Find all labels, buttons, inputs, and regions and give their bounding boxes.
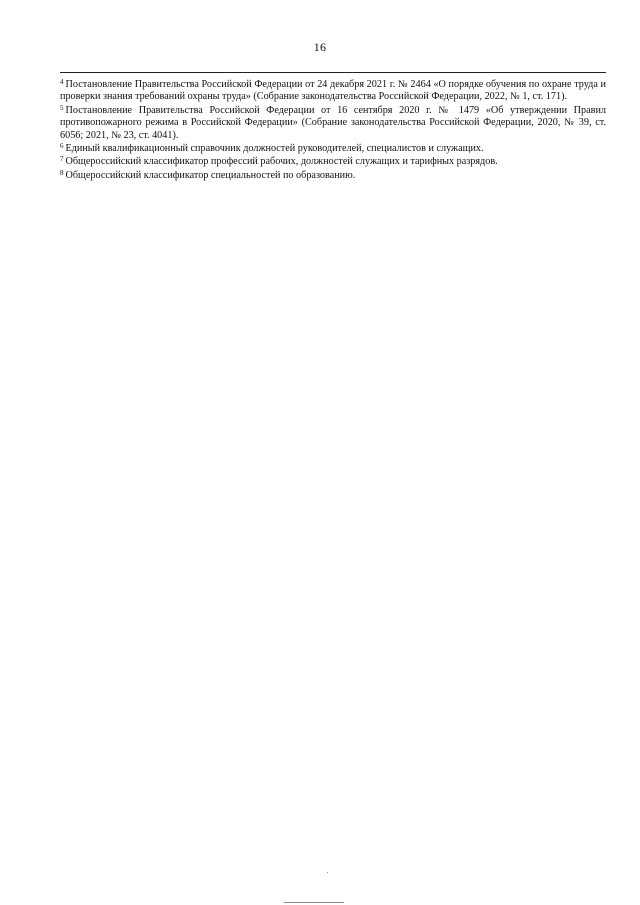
footnote-7: [60, 156, 606, 168]
footnote-marker: 8: [60, 168, 64, 177]
footnote-marker: 6: [60, 142, 64, 151]
page-number: 16: [313, 40, 327, 54]
scan-edge-mark: [284, 902, 344, 903]
footnote-marker: 4: [60, 78, 64, 86]
footnote-text: Общероссийский классификатор профессий рабочих, должностей служащих и тарифных разрядов.: [65, 156, 498, 168]
footnote-marker: 7: [60, 155, 64, 164]
footnote-8: [60, 170, 606, 182]
footnote-4: [60, 79, 606, 104]
footnote-text: Постановление Правительства Российской Федерации от 24 декабря 2021 г. № 2464 «О порядке обучения по охране труда и проверки знания требований охраны труда» (Собрание законодательства Российской Федерации, 2022, № 1, ст. 171).: [60, 79, 606, 103]
footnote-text: Общероссийский классификатор специальностей по образованию.: [65, 169, 356, 181]
footnote-text: Постановление Правительства Российской Федерации от 16 сентября 2020 г. № 1479 «Об утверждении Правил противопожарного режима в Российской Федерации» (Собрание законодательства Российской Федерации, 2020, № 39, ст. 6056; 2021, № 23, ст. 4041).: [60, 104, 606, 141]
footnotes-list: [60, 79, 606, 183]
footnote-6: [60, 143, 606, 155]
footnote-text: Единый квалификационный справочник должностей руководителей, специалистов и служащих.: [65, 143, 484, 155]
footnote-separator: [60, 72, 606, 73]
footnote-5: [60, 105, 606, 142]
scan-speck: [327, 872, 328, 873]
footnote-marker: 5: [60, 103, 64, 112]
